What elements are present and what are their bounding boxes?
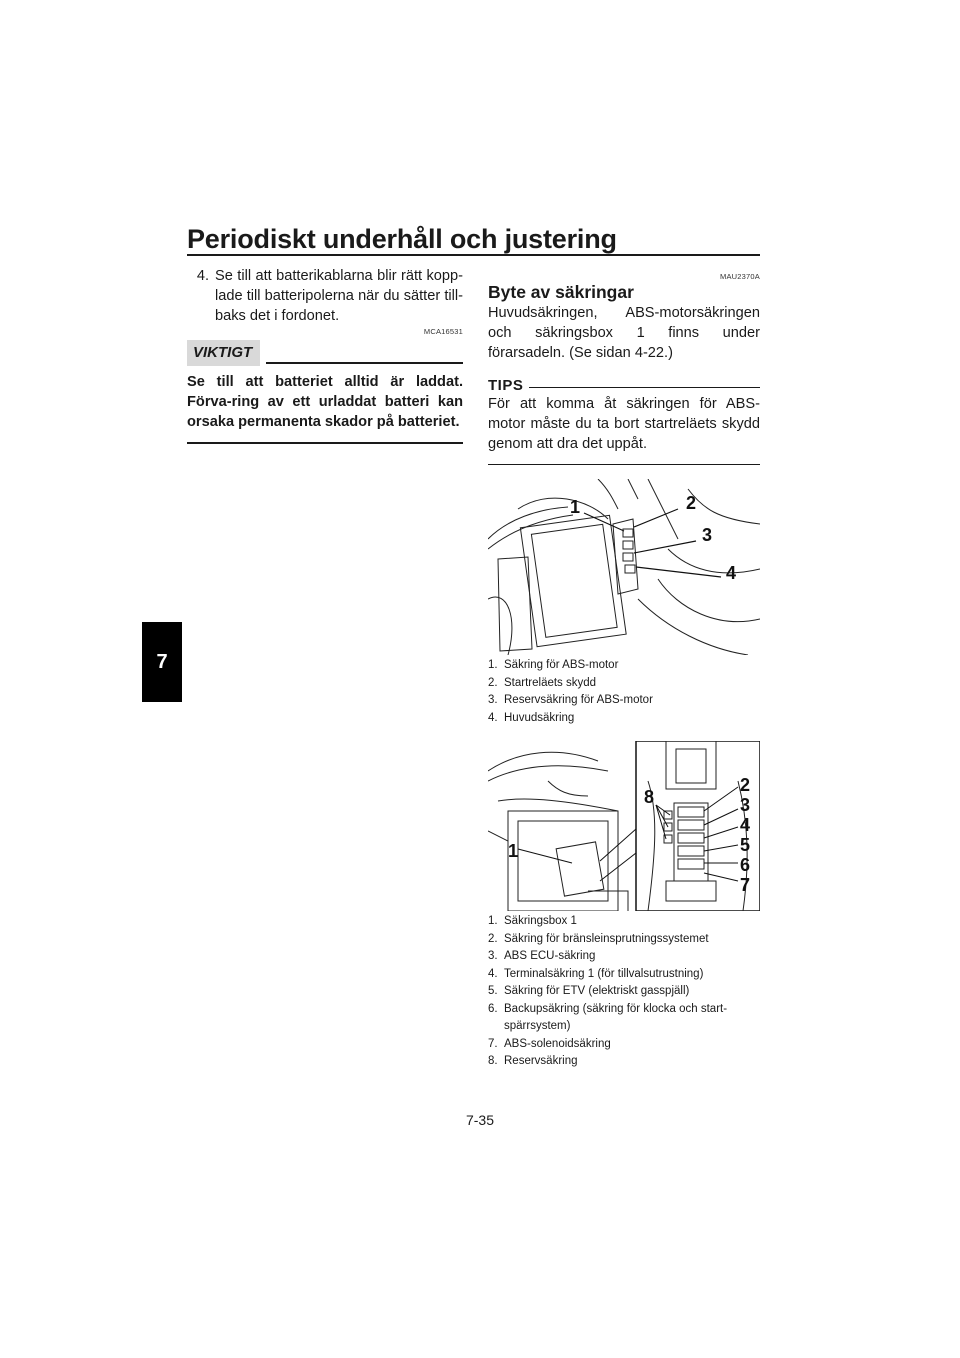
tips-text: För att komma åt säkringen för ABS-motor måste du ta bort startreläets skydd genom att dra det uppåt. (488, 394, 760, 465)
callout-4: 4 (726, 563, 737, 583)
caption-item: 4. Terminalsäkring 1 (för tillvalsutrustning) (488, 967, 704, 980)
callout-8: 8 (644, 787, 655, 807)
section-code: MAU2370A (720, 272, 760, 281)
step-number: 4. (196, 268, 209, 284)
right-column (488, 266, 760, 1071)
tips-label: TIPS (488, 377, 524, 394)
fuse-location-illustration (488, 479, 760, 655)
callout-2: 2 (686, 493, 697, 513)
caption-item: 7. ABS-solenoidsäkring (488, 1037, 611, 1050)
caption-item: 2. Startreläets skydd (488, 676, 597, 689)
callout-5: 5 (740, 835, 751, 855)
title-rule (187, 254, 760, 256)
left-column (187, 266, 463, 444)
notice-code: MCA16531 (423, 327, 463, 336)
callout-1: 1 (508, 841, 519, 861)
caption-item: 1. Säkringsbox 1 (488, 915, 577, 927)
callout-3: 3 (740, 795, 751, 815)
callout-2: 2 (740, 775, 751, 795)
caption-item: 2. Säkring för bränsleinsprutningssystemet (488, 932, 709, 945)
figure-fuse-box (488, 741, 760, 911)
caption-item: 3. ABS ECU-säkring (488, 950, 596, 962)
chapter-tab: 7 (142, 622, 182, 702)
caption-item: 8. Reservsäkring (488, 1055, 578, 1067)
notice-header (187, 340, 463, 366)
page-title: Periodiskt underhåll och justering (187, 224, 617, 254)
section-intro: Huvudsäkringen, ABS-motorsäkringen och säkringsbox 1 finns under förarsadeln. (Se sidan 4-22.) (488, 305, 760, 361)
caption-item: 5. Säkring för ETV (elektriskt gasspjäll) (488, 985, 690, 997)
page-number: 7-35 (465, 1112, 495, 1128)
step-text: Se till att batterikablarna blir rätt kopp-lade till batteripolerna när du sätter till-baks det i fordonet. (215, 268, 463, 324)
notice-text: Se till att batteriet alltid är laddat. Förva-ring av ett urladdat batteri kan orsaka permanenta skador på batteriet. (187, 372, 463, 444)
caption-item: 6. Backupsäkring (säkring för klocka och start-spärrsystem) (488, 1002, 728, 1032)
notice-label: VIKTIGT (187, 340, 260, 366)
fuse-box-illustration (488, 741, 760, 911)
tips-rule (529, 387, 760, 388)
step-4 (187, 266, 463, 326)
callout-1: 1 (570, 497, 581, 517)
callout-6: 6 (740, 855, 751, 875)
callout-4: 4 (740, 815, 751, 835)
callout-3: 3 (702, 525, 713, 545)
caption-item: 3. Reservsäkring för ABS-motor (488, 694, 653, 706)
tips-header (488, 377, 760, 394)
figure1-captions (488, 657, 760, 727)
section-title: Byte av säkringar (488, 282, 634, 302)
caption-item: 4. Huvudsäkring (488, 711, 575, 724)
figure-abs-fuse (488, 479, 760, 655)
callout-7: 7 (740, 875, 751, 895)
caption-item: 1. Säkring för ABS-motor (488, 659, 619, 671)
figure2-captions (488, 913, 760, 1071)
notice-rule (266, 362, 463, 364)
